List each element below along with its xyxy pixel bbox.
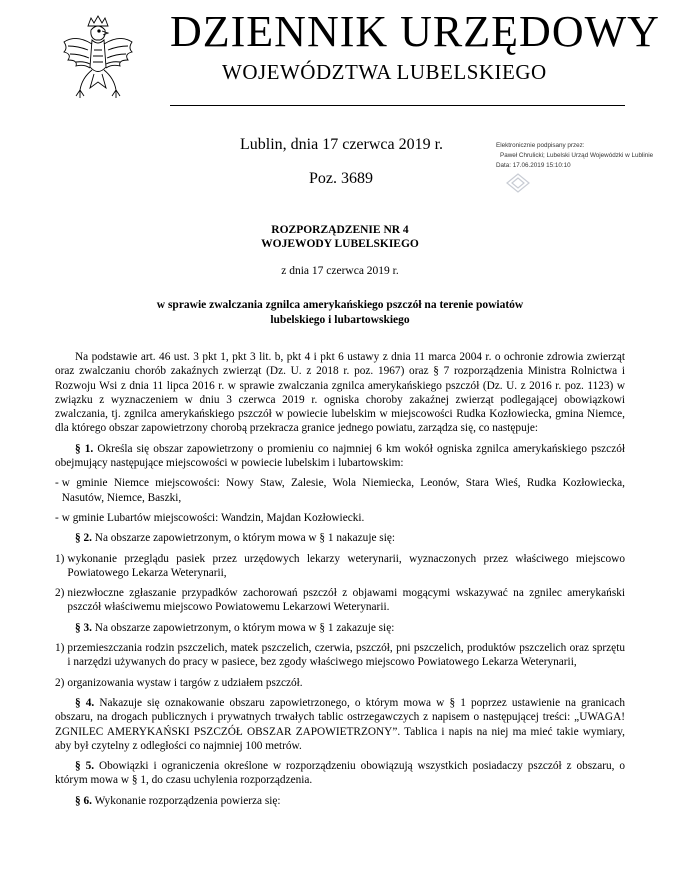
journal-title: DZIENNIK URZĘDOWY — [170, 7, 660, 56]
list-marker: - — [55, 511, 59, 524]
list-item — [55, 552, 625, 581]
electronic-signature — [496, 141, 676, 171]
preamble: Na podstawie art. 46 ust. 3 pkt 1, pkt 3 lit. b, pkt 4 i pkt 6 ustawy z dnia 11 marca 2004 r. o ochronie zdrowia zwierząt oraz zwalczaniu chorób zakaźnych zwierząt (Dz. U. z 2018 r. poz. 1967) oraz § 7 rozporządzenia Ministra Rolnictwa i Rozwoju Wsi z dnia 11 lipca 2016 r. w sprawie zwalczania zgnilca amerykańskiego pszczół (Dz. U. z 2016 r. poz. 1123) w związku z wyznaczeniem w dniu 3 czerwca 2019 r. ogniska choroby zakaźnej zwierząt podlegającej obowiązkowi zwalczania, tj. zgnilca amerykańskiego pszczół w powiecie lubelskim w miejscowości Rudka Kozłowiecka, gmina Niemce, dla którego obszar zapowietrzony chorobą przekracza granice jednego powiatu, zarządza się, co następuje: — [55, 351, 625, 435]
list-text: w gminie Niemce miejscowości: Nowy Staw, Zalesie, Wola Niemiecka, Leonów, Stara Wieś, Rudka Kozłowiecka, Nasutów, Niemce, Baszki, — [61, 477, 625, 504]
list-item — [55, 586, 625, 615]
polish-eagle-emblem — [58, 12, 138, 108]
header-rule — [170, 105, 625, 106]
section-number: § 4. — [75, 696, 95, 709]
regulation-issuer: WOJEWODY LUBELSKIEGO — [261, 238, 419, 250]
signature-date: Data: 17.06.2019 15:10:10 — [496, 162, 571, 169]
regulation-subject — [0, 298, 680, 328]
section-2 — [55, 531, 625, 545]
regulation-date: z dnia 17 czerwca 2019 r. — [281, 265, 399, 277]
section-number: § 6. — [75, 794, 92, 807]
section-text: Nakazuje się oznakowanie obszaru zapowietrzonego, o którym mowa w § 1 poprzez ustawienie na granicach obszaru, na drogach publicznych i prywatnych trwałych tablic ostrzegawczych z napisem o następującej treści: „UWAGA! ZGNILEC AMERYKAŃSKI PSZCZÓŁ OBSZAR ZAPOWIETRZONY”. Tablica i napis na niej ma mieć takie wymiary, aby był czytelny z odległości co najmniej 100 metrów. — [55, 696, 625, 752]
section-text: Określa się obszar zapowietrzony o promieniu co najmniej 6 km wokół ogniska zgnilca amerykańskiego pszczół obejmujący następujące miejscowości w powiecie lubelskim i lubartowskim: — [55, 442, 625, 470]
section-text: Na obszarze zapowietrzonym, o którym mowa w § 1 nakazuje się: — [94, 532, 395, 545]
list-text: wykonanie przeglądu pasiek przez urzędowych lekarzy weterynarii, wyznaczonych przez właściwego miejscowo Powiatowego Lekarza Weterynarii, — [67, 552, 625, 579]
section-text: Obowiązki i ograniczenia określone w rozporządzeniu obowiązują wszystkich posiadaczy pszczół z obszaru, o którym mowa w § 1, do czasu uchylenia rozporządzenia. — [55, 760, 626, 787]
section-number: § 5. — [75, 760, 95, 773]
regulation-number: ROZPORZĄDZENIE NR 4 — [271, 224, 409, 236]
list-marker: 1) — [55, 552, 65, 565]
subject-line: w sprawie zwalczania zgnilca amerykańskiego pszczół na terenie powiatów — [156, 299, 524, 311]
signature-signer: Paweł Chrulicki; Lubelski Urząd Wojewódzki w Lublinie — [500, 152, 654, 159]
list-text: przemieszczania rodzin pszczelich, matek pszczelich, czerwia, pszczół, pni pszczelich, produktów pszczelich oraz sprzętu i narzędzi używanych do pracy w pasiece, bez zgody właściwego miejscowo Powiatowego Lekarza Weterynarii, — [67, 642, 625, 669]
section-3 — [55, 621, 625, 635]
list-item — [55, 676, 625, 690]
section-number: § 3. — [75, 621, 92, 634]
signature-line: Elektronicznie podpisany przez: — [496, 142, 585, 149]
list-item — [55, 476, 625, 505]
section-number: § 2. — [75, 532, 92, 545]
signature-stamp-icon — [505, 172, 531, 194]
list-text: niezwłoczne zgłaszanie przypadków zachorowań pszczół z objawami mogącymi wskazywać na zgnilec amerykański pszczół właściwemu miejscowo Powiatowemu Lekarzowi Weterynarii. — [67, 587, 625, 614]
journal-subtitle: WOJEWÓDZTWA LUBELSKIEGO — [222, 60, 547, 84]
publication-date: Lublin, dnia 17 czerwca 2019 r. — [240, 136, 444, 153]
list-marker: 2) — [55, 676, 65, 689]
subject-line: lubelskiego i lubartowskiego — [270, 314, 410, 326]
section-text: Wykonanie rozporządzenia powierza się: — [94, 794, 281, 807]
list-marker: 2) — [55, 587, 65, 600]
section-4 — [55, 696, 625, 753]
list-marker: 1) — [55, 642, 65, 655]
list-marker: - — [55, 477, 59, 490]
regulation-title — [0, 223, 680, 251]
section-6 — [55, 794, 625, 808]
list-item — [55, 511, 625, 525]
section-text: Na obszarze zapowietrzonym, o którym mowa w § 1 zakazuje się: — [94, 621, 395, 634]
list-text: organizowania wystaw i targów z udziałem pszczół. — [67, 676, 303, 689]
list-item — [55, 641, 625, 670]
section-5 — [55, 759, 625, 788]
section-number: § 1. — [75, 442, 94, 455]
section-1 — [55, 442, 625, 471]
position-number: Poz. 3689 — [309, 170, 373, 187]
regulation-body — [55, 350, 625, 814]
list-text: w gminie Lubartów miejscowości: Wandzin, Majdan Kozłowiecki. — [61, 511, 365, 524]
